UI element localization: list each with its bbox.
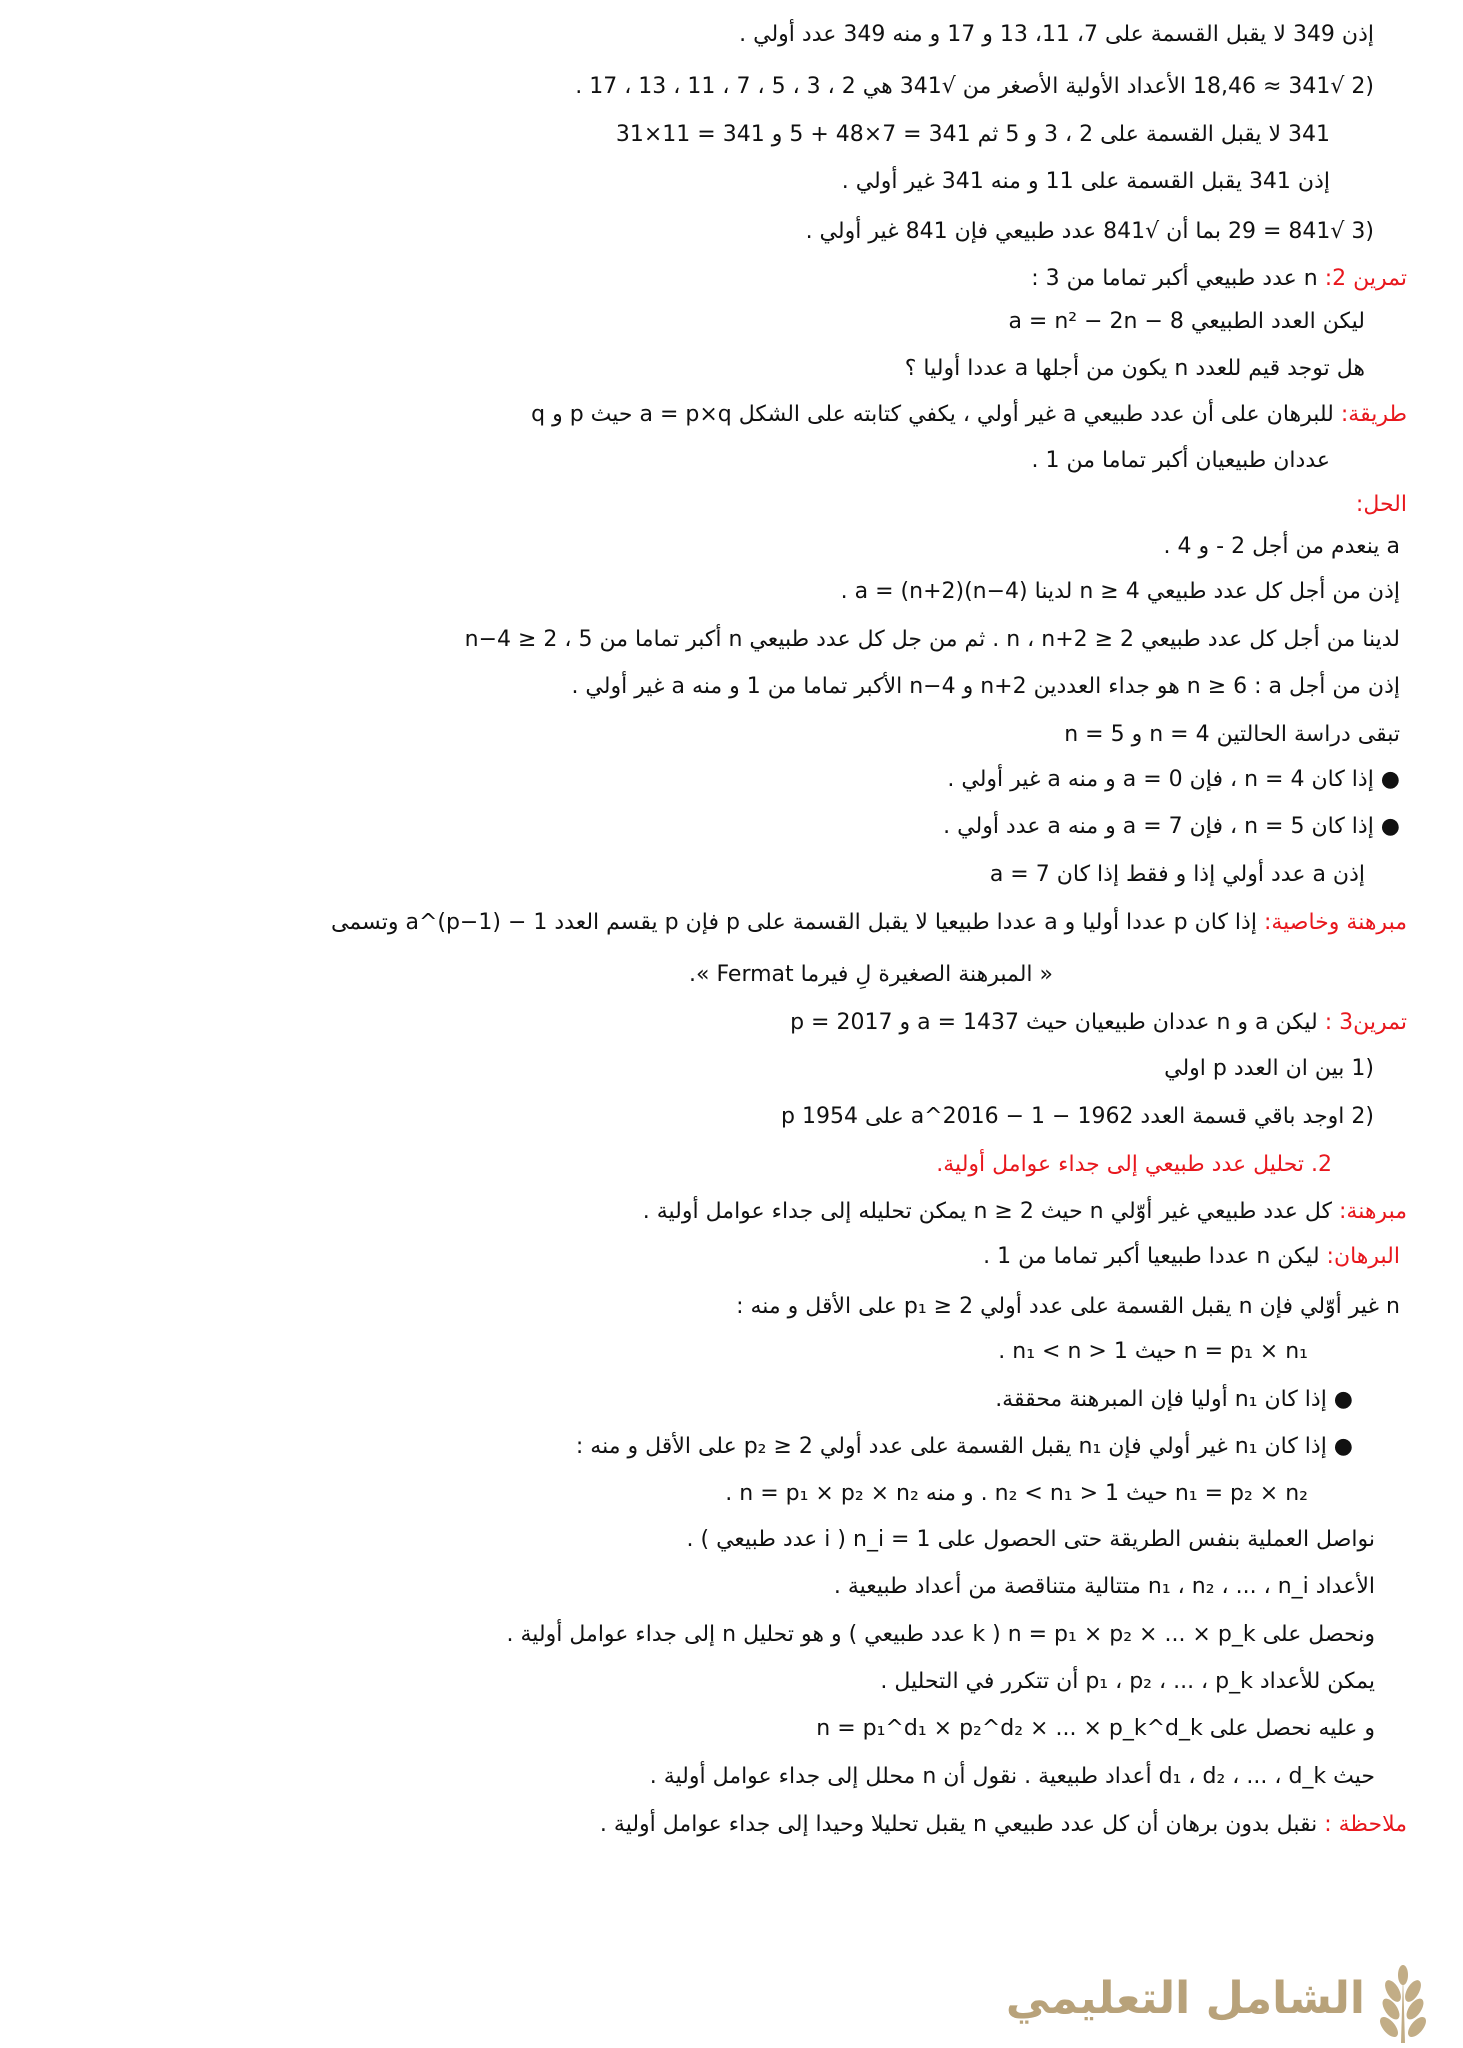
text-line-36	[880, 1665, 1375, 1699]
label-red: طريقة:	[1340, 402, 1407, 427]
line-text: « المبرهنة الصغيرة لِ فيرما Fermat ».	[689, 962, 1053, 987]
line-text: n عدد طبيعي أكبر تماما من 3 :	[1031, 266, 1318, 291]
line-text: ● إذا كان n = 4 ، فإن a = 0 و منه a غير أولي .	[947, 767, 1400, 792]
text-line-7	[1008, 305, 1365, 339]
line-text: للبرهان على أن عدد طبيعي a غير أولي ، يكفي كتابته على الشكل a = p×q حيث p و q	[531, 402, 1334, 427]
text-line-29	[998, 1335, 1308, 1369]
line-text: هل توجد قيم للعدد n يكون من أجلها a عددا أوليا ؟	[904, 356, 1365, 381]
line-text: يمكن للأعداد p₁ ، p₂ ، ... ، p_k أن تتكرر في التحليل .	[880, 1669, 1375, 1694]
text-line-28	[736, 1290, 1400, 1324]
line-text: (2 اوجد باقي قسمة العدد a^2016 − 1 − 1962 على 1954 p	[781, 1104, 1374, 1129]
brand-logo-text: الشامل التعليمي	[1005, 1973, 1365, 2024]
label-red: مبرهنة:	[1338, 1199, 1407, 1224]
line-text: لدينا من أجل كل عدد طبيعي n ، n+2 ≥ 2 . ثم من جل كل عدد طبيعي n أكبر تماما من 5 ، n−4 ≥ 2	[464, 627, 1400, 652]
line-text: نقبل بدون برهان أن كل عدد طبيعي n يقبل تحليلا وحيدا إلى جداء عوامل أولية .	[599, 1812, 1318, 1837]
line-text: إذن a عدد أولي إذا و فقط إذا كان a = 7	[989, 862, 1365, 887]
text-line-26	[643, 1195, 1407, 1229]
line-text: ● إذا كان n₁ أوليا فإن المبرهنة محققة.	[995, 1387, 1353, 1412]
text-line-2	[575, 70, 1374, 104]
text-line-39	[600, 1808, 1407, 1842]
label-red: 2. تحليل عدد طبيعي إلى جداء عوامل أولية.	[936, 1152, 1332, 1177]
line-text: (1 بين ان العدد p اولي	[1164, 1056, 1374, 1081]
text-line-1	[739, 18, 1374, 52]
text-line-4	[842, 165, 1330, 199]
text-line-35	[507, 1618, 1375, 1652]
line-text: ● إذا كان n = 5 ، فإن a = 7 و منه a عدد أولي .	[943, 814, 1400, 839]
text-line-21	[689, 958, 1053, 992]
line-text: ليكن n عددا طبيعيا أكبر تماما من 1 .	[983, 1244, 1320, 1269]
text-line-18	[943, 810, 1400, 844]
line-text: a ينعدم من أجل 2 - و 4 .	[1163, 534, 1400, 559]
brand-logo	[1005, 1965, 1435, 2045]
text-line-17	[947, 763, 1400, 797]
label-red: تمرين3 :	[1324, 1010, 1407, 1035]
line-text: ● إذا كان n₁ غير أولي فإن n₁ يقبل القسمة على عدد أولي p₂ ≥ 2 على الأقل و منه :	[575, 1434, 1353, 1459]
text-line-27	[983, 1240, 1400, 1274]
line-text: إذن 341 يقبل القسمة على 11 و منه 341 غير أولي .	[841, 169, 1330, 194]
label-red: الحل:	[1355, 492, 1407, 517]
line-text: عددان طبيعيان أكبر تماما من 1 .	[1031, 448, 1330, 473]
text-line-34	[834, 1570, 1375, 1604]
text-line-10	[1031, 444, 1330, 478]
line-text: (3 √841 = 29 بما أن √841 عدد طبيعي فإن 841 غير أولي .	[805, 219, 1374, 244]
label-red: مبرهنة وخاصية:	[1263, 910, 1407, 935]
line-text: إذن من أجل n ≥ 6 : a هو جداء العددين n+2 و n−4 الأكبر تماما من 1 و منه a غير أولي .	[571, 674, 1400, 699]
text-line-30	[995, 1383, 1353, 1417]
text-line-5	[806, 215, 1374, 249]
line-text: 341 لا يقبل القسمة على 2 ، 3 و 5 ثم 341 = 7×48 + 5 و 341 = 11×31	[615, 122, 1330, 147]
line-text: و عليه نحصل على n = p₁^d₁ × p₂^d₂ × ... × p_k^d_k	[816, 1716, 1375, 1741]
text-line-23	[1164, 1052, 1374, 1086]
text-line-9	[531, 398, 1407, 432]
label-red: ملاحظة :	[1324, 1812, 1407, 1837]
line-text: إذن 349 لا يقبل القسمة على 7، 11، 13 و 17 و منه 349 عدد أولي .	[739, 22, 1374, 47]
text-line-25	[936, 1148, 1332, 1182]
line-text: n غير أوّلي فإن n يقبل القسمة على عدد أولي p₁ ≥ 2 على الأقل و منه :	[736, 1294, 1400, 1319]
line-text: n₁ = p₂ × n₂ حيث 1 < n₂ < n₁ . و منه n = p₁ × p₂ × n₂ .	[725, 1481, 1308, 1506]
text-line-33	[687, 1523, 1375, 1557]
line-text: (2 √341 ≈ 18,46 الأعداد الأولية الأصغر من √341 هي 2 ، 3 ، 5 ، 7 ، 11 ، 13 ، 17 .	[575, 74, 1374, 99]
text-line-14	[465, 623, 1400, 657]
text-line-19	[990, 858, 1365, 892]
text-line-38	[650, 1760, 1375, 1794]
text-line-13	[841, 575, 1400, 609]
text-line-8	[905, 352, 1365, 386]
line-text: n = p₁ × n₁ حيث 1 < n₁ < n .	[998, 1339, 1308, 1364]
line-text: إذا كان p عددا أوليا و a عددا طبيعيا لا يقبل القسمة على p فإن p يقسم العدد a^(p−1) − 1 وتسمى	[331, 910, 1257, 935]
text-line-32	[725, 1477, 1308, 1511]
text-line-16	[1064, 718, 1400, 752]
label-red: البرهان:	[1326, 1244, 1400, 1269]
line-text: إذن من أجل كل عدد طبيعي n ≥ 4 لدينا a = (n+2)(n−4) .	[840, 579, 1400, 604]
text-line-6	[1031, 262, 1407, 296]
text-line-24	[781, 1100, 1374, 1134]
text-line-11	[1356, 488, 1407, 522]
line-text: نواصل العملية بنفس الطريقة حتى الحصول على n_i = 1 ( i عدد طبيعي ) .	[686, 1527, 1375, 1552]
text-line-31	[576, 1430, 1353, 1464]
text-line-3	[616, 118, 1330, 152]
label-red: تمرين 2:	[1324, 266, 1407, 291]
text-line-22	[790, 1006, 1407, 1040]
wheat-leaf-icon	[1371, 1965, 1435, 2045]
line-text: ونحصل على n = p₁ × p₂ × ... × p_k ( k عدد طبيعي ) و هو تحليل n إلى جداء عوامل أولية .	[506, 1622, 1375, 1647]
line-text: كل عدد طبيعي غير أوّلي n حيث n ≥ 2 يمكن تحليله إلى جداء عوامل أولية .	[642, 1199, 1332, 1224]
line-text: تبقى دراسة الحالتين n = 4 و n = 5	[1064, 722, 1400, 747]
text-line-12	[1164, 530, 1400, 564]
line-text: ليكن a و n عددان طبيعيان حيث a = 1437 و p = 2017	[790, 1010, 1318, 1035]
line-text: حيث d₁ ، d₂ ، ... ، d_k أعداد طبيعية . نقول أن n محلل إلى جداء عوامل أولية .	[649, 1764, 1375, 1789]
text-line-20	[331, 906, 1407, 940]
line-text: ليكن العدد الطبيعي a = n² − 2n − 8	[1008, 309, 1365, 334]
text-line-15	[571, 670, 1400, 704]
line-text: الأعداد n₁ ، n₂ ، ... ، n_i متتالية متناقصة من أعداد طبيعية .	[833, 1574, 1375, 1599]
text-line-37	[816, 1712, 1375, 1746]
